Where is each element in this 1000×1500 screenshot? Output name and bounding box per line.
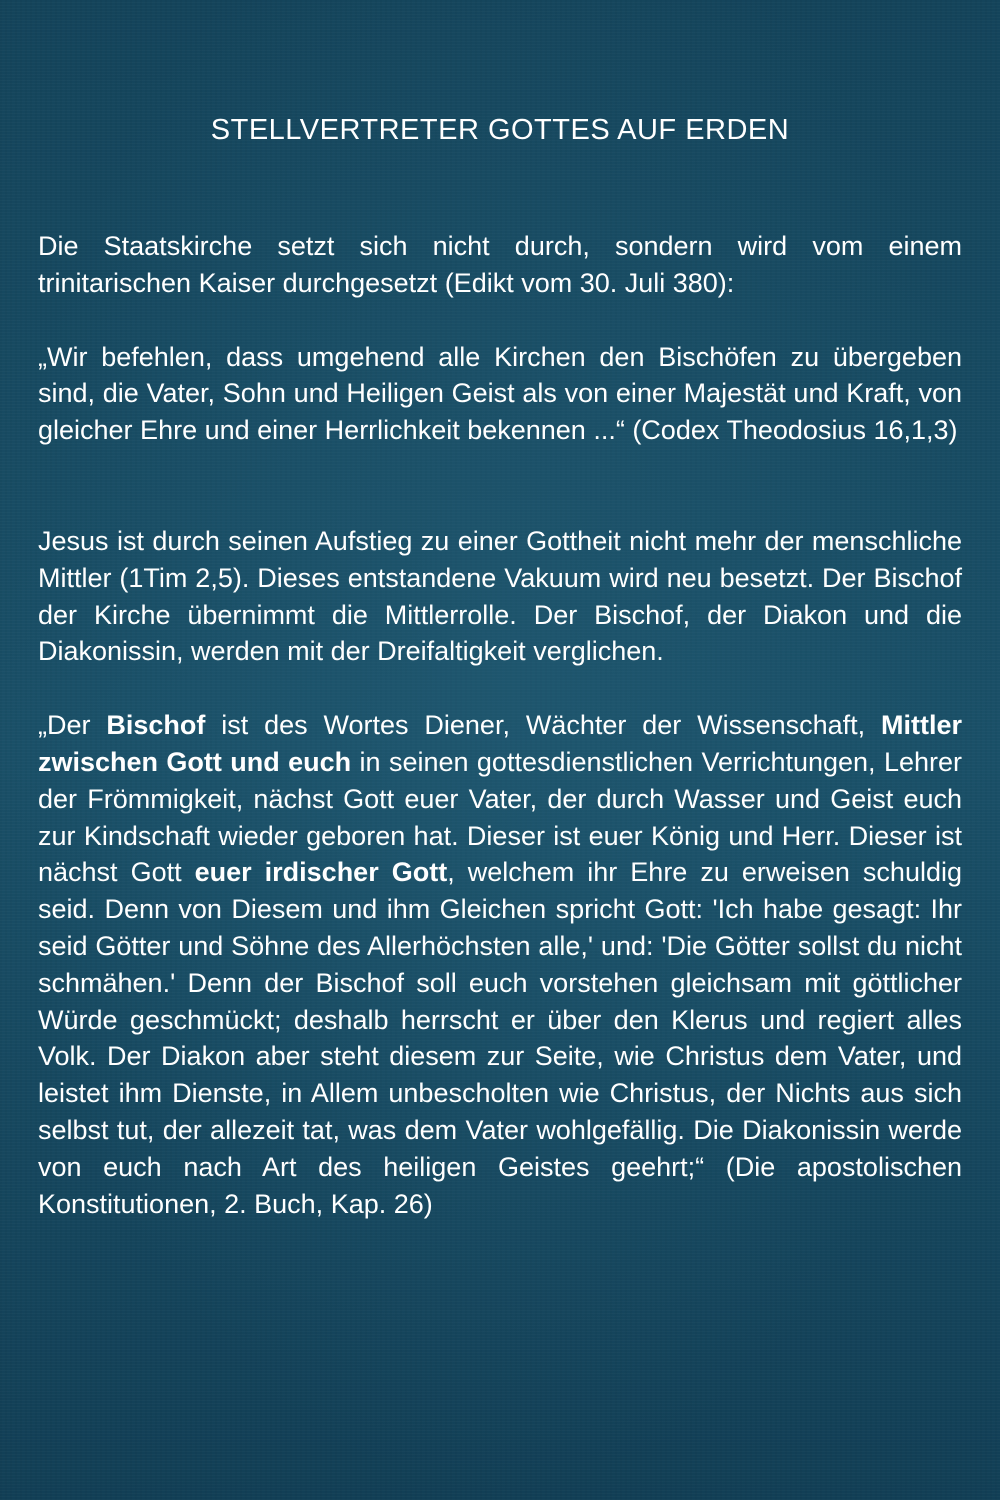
emphasis-mittler: Mittler zwischen Gott und euch bbox=[38, 710, 963, 777]
paragraph-mittler: Jesus ist durch seinen Aufstieg zu einer Gottheit nicht mehr der menschliche Mittler (1Tim 2,5). Dieses entstandene Vakuum wird neu besetzt. Der Bischof der Kirche übernimmt die Mittlerrolle. Der Bischof, der Diakon und die Diakonissin, werden mit der Dreifaltigkeit verglichen. bbox=[38, 525, 962, 667]
quote-text: , welchem ihr Ehre zu erweisen schuldig seid. Denn von Diesem und ihm Gleichen spricht Gott: 'Ich habe gesagt: Ihr seid Götter und Söhne des Allerhöchsten alle,' und: 'Die Götter sollst du nicht schmähen.' Denn der Bischof soll euch vorstehen gleichsam mit göttlicher Würde geschmückt; deshalb herrscht er über den Klerus und regiert alles Volk. Der Diakon aber steht diesem zur Seite, wie Christus dem Vater, und leistet ihm Dienste, in Allem unbescholten wie Christus, der Nichts aus sich selbst tut, der allezeit tat, was dem Vater wohlgefällig. Die Diakonissin werde von euch nach Art des heiligen Geistes geehrt;“ (Die apostolischen Konstitutionen, 2. Buch, Kap. 26) bbox=[38, 857, 962, 1219]
quote-text: in seinen gottesdienstlichen Verrichtungen, Lehrer der Frömmigkeit, nächst Gott euer Vater, der durch Wasser und Geist euch zur Kindschaft wieder geboren hat. Dieser ist euer König und Herr. Dieser ist nächst Gott bbox=[38, 746, 962, 888]
quote-text: „Der bbox=[38, 710, 107, 741]
emphasis-bischof: Bischof bbox=[106, 710, 206, 741]
page-title: STELLVERTRETER GOTTES AUF ERDEN bbox=[210, 114, 790, 146]
emphasis-irdischer-gott: euer irdischer Gott bbox=[194, 857, 448, 888]
paragraph-staatskirche: Die Staatskirche setzt sich nicht durch, sondern wird vom einem trinitarischen Kaiser durchgesetzt (Edikt vom 30. Juli 380): bbox=[38, 231, 962, 298]
quote-text: ist des Wortes Diener, Wächter der Wissenschaft, bbox=[205, 710, 882, 741]
paragraph-spacer bbox=[38, 670, 962, 707]
text-body bbox=[38, 228, 962, 1222]
paragraph-spacer bbox=[38, 302, 962, 339]
quote-codex-theodosius: „Wir befehlen, dass umgehend alle Kirchen den Bischöfen zu übergeben sind, die Vater, Sohn und Heiligen Geist als von einer Majestät und Kraft, von gleicher Ehre und einer Herrlichkeit bekennen ...“ (Codex Theodosius 16,1,3) bbox=[38, 341, 962, 446]
quote-apostolische-konstitutionen bbox=[38, 707, 962, 1222]
section-spacer bbox=[38, 449, 962, 523]
